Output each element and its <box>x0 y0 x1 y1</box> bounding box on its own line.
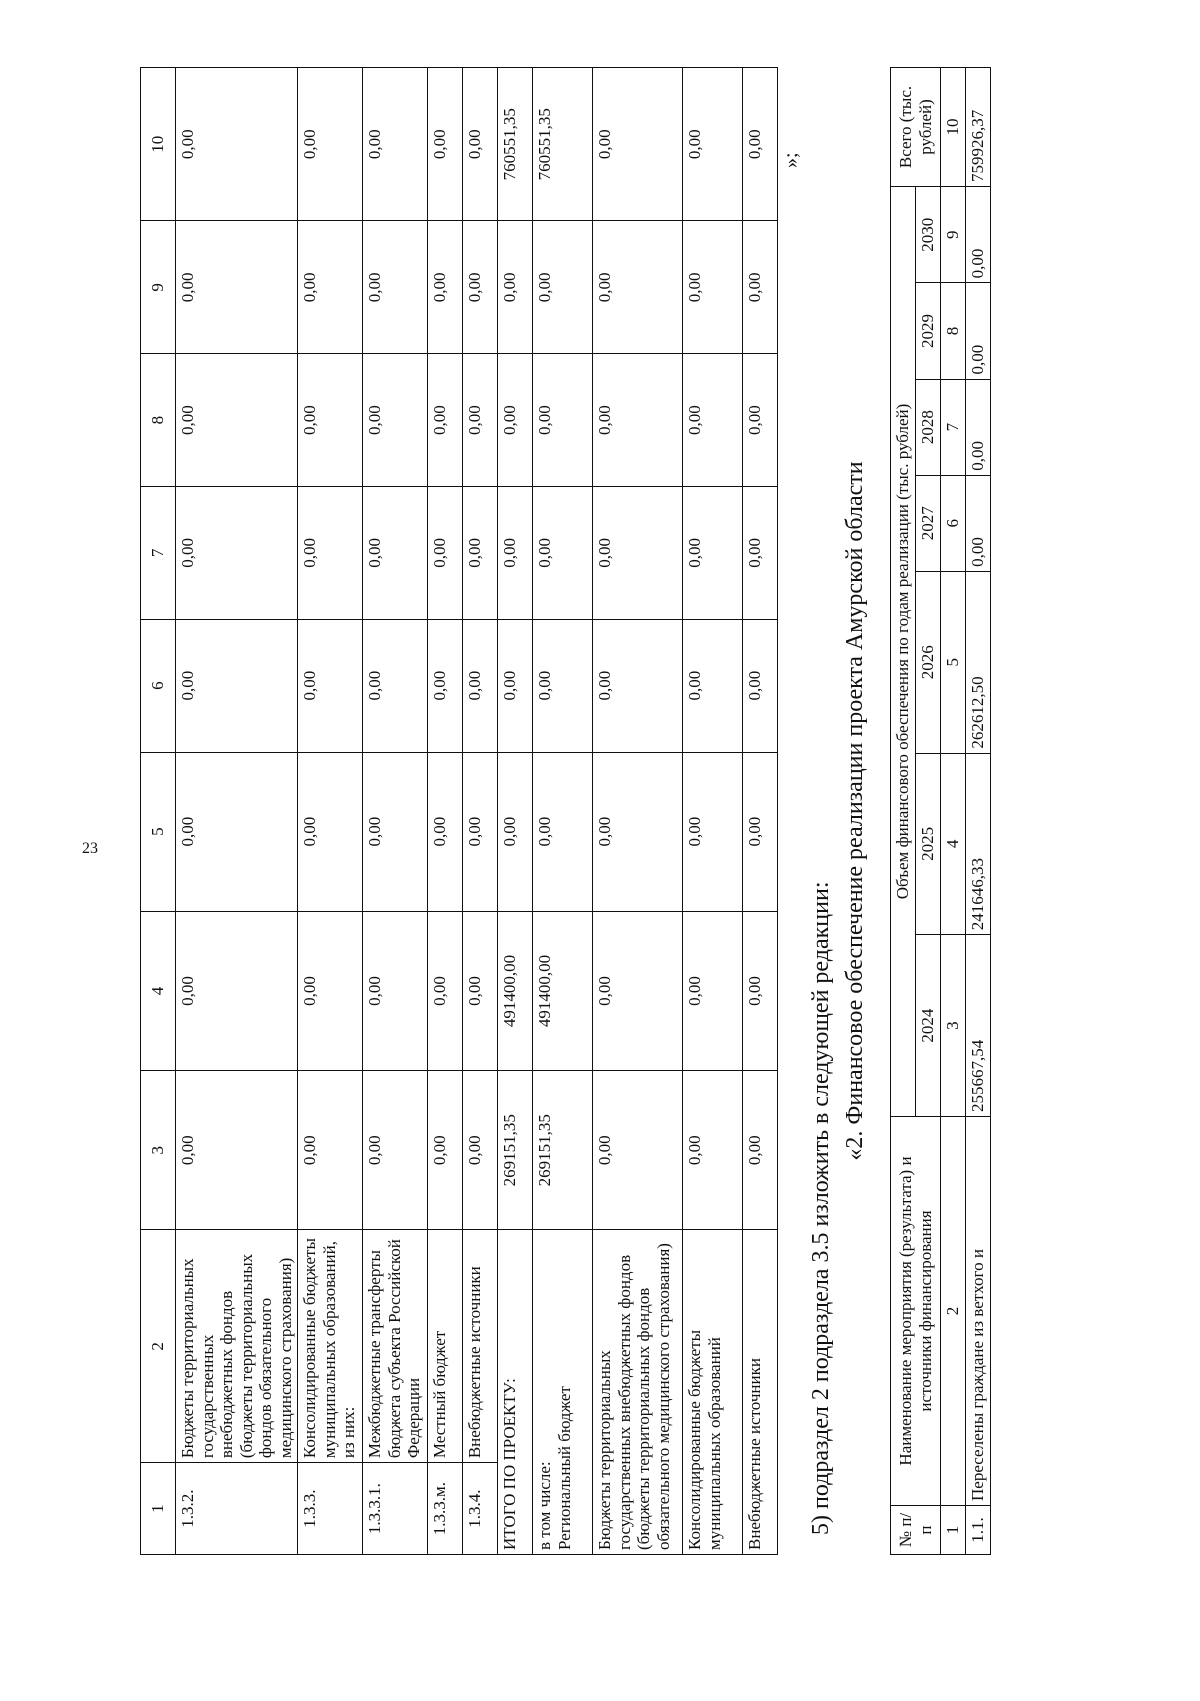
name-header: Наименование мероприятия (результата) и источники финансирования <box>891 1117 941 1506</box>
cell-value: 0,00 <box>683 486 743 619</box>
year-header: 2026 <box>916 571 941 753</box>
row-name: Местный бюджет <box>428 1230 463 1463</box>
column-number-header: 1 <box>141 1463 176 1555</box>
cell-value: 0,00 <box>298 911 363 1070</box>
cell-value: 0,00 <box>463 1071 498 1230</box>
column-number: 10 <box>941 68 966 187</box>
instruction-text: 5) подраздел 2 подраздела 3.5 изложить в следующей редакции: <box>808 881 834 1535</box>
row-name <box>683 1230 743 1555</box>
cell-value: 0,00 <box>683 221 743 354</box>
column-number: 9 <box>941 187 966 283</box>
cell-value: 0,00 <box>593 1071 683 1230</box>
cell-value: 0,00 <box>176 911 298 1070</box>
year-header: 2027 <box>916 475 941 571</box>
financing-table-2 <box>890 67 991 1555</box>
table-row <box>176 68 298 1555</box>
table-row <box>298 68 363 1555</box>
column-number-header: 4 <box>141 911 176 1070</box>
cell-value: 0,00 <box>298 68 363 221</box>
cell-value: 0,00 <box>363 1071 428 1230</box>
cell-value: 0,00 <box>683 911 743 1070</box>
header-row <box>891 68 916 1555</box>
cell-value: 0,00 <box>363 911 428 1070</box>
column-number-header: 5 <box>141 752 176 911</box>
column-number: 4 <box>941 753 966 935</box>
cell-value: 0,00 <box>593 619 683 752</box>
cell-value: 0,00 <box>363 221 428 354</box>
financing-table-continued <box>140 67 778 1555</box>
year-header: 2025 <box>916 753 941 935</box>
column-number-header: 8 <box>141 354 176 487</box>
column-number-header: 6 <box>141 619 176 752</box>
column-number-header: 2 <box>141 1230 176 1463</box>
total-header: Всего (тыс. рублей) <box>891 68 941 187</box>
cell-value: 0,00 <box>498 354 533 487</box>
cell-value: 0,00 <box>498 486 533 619</box>
row-name-line: Региональный бюджет <box>554 1386 574 1550</box>
cell-value: 0,00 <box>428 752 463 911</box>
row-name-line: Внебюджетные источники <box>745 1358 765 1550</box>
table-header-row <box>141 68 176 1555</box>
number-header: № п/п <box>891 1506 941 1555</box>
column-number: 6 <box>941 475 966 571</box>
table-row <box>363 68 428 1555</box>
table-row <box>683 68 743 1555</box>
cell-value: 0,00 <box>363 752 428 911</box>
table-row <box>428 68 463 1555</box>
cell-value: 0,00 <box>298 486 363 619</box>
cell-value: 0,00 <box>593 354 683 487</box>
cell-value: 760551,35 <box>498 68 533 221</box>
cell-value: 0,00 <box>428 354 463 487</box>
cell-value: 0,00 <box>298 752 363 911</box>
cell-value: 0,00 <box>463 752 498 911</box>
cell-value: 0,00 <box>176 354 298 487</box>
cell-value: 0,00 <box>176 221 298 354</box>
row-code: 1.1. <box>966 1506 991 1555</box>
cell-value: 0,00 <box>176 752 298 911</box>
cell-value: 262612,50 <box>966 571 991 753</box>
row-name: Переселены граждане из ветхого и <box>966 1117 991 1506</box>
cell-value: 0,00 <box>463 619 498 752</box>
cell-value: 0,00 <box>176 68 298 221</box>
cell-value: 0,00 <box>966 187 991 283</box>
cell-value: 0,00 <box>593 752 683 911</box>
year-header: 2030 <box>916 187 941 283</box>
cell-value: 0,00 <box>463 68 498 221</box>
table-row <box>593 68 683 1555</box>
row-name-line: Консолидированные бюджеты муниципальных образований <box>685 1329 724 1550</box>
row-code: 1.3.3.1. <box>363 1463 428 1555</box>
cell-value: 0,00 <box>428 68 463 221</box>
cell-value: 0,00 <box>176 1071 298 1230</box>
cell-value: 0,00 <box>593 911 683 1070</box>
cell-value: 0,00 <box>743 354 778 487</box>
row-code: 1.3.4. <box>463 1463 498 1555</box>
column-number: 2 <box>941 1117 966 1506</box>
cell-value: 0,00 <box>363 486 428 619</box>
column-number: 3 <box>941 935 966 1117</box>
column-number: 1 <box>941 1506 966 1555</box>
section-title: «2. Финансовое обеспечение реализации проекта Амурской области <box>841 461 868 1161</box>
cell-value: 269151,35 <box>533 1071 593 1230</box>
cell-value: 0,00 <box>593 486 683 619</box>
cell-value: 0,00 <box>463 354 498 487</box>
cell-value: 0,00 <box>298 1071 363 1230</box>
cell-value: 0,00 <box>533 752 593 911</box>
cell-value: 0,00 <box>683 752 743 911</box>
cell-value: 0,00 <box>743 911 778 1070</box>
row-name-line: в том числе: <box>535 1461 555 1550</box>
financing-table-1 <box>140 67 778 1555</box>
row-code: 1.3.3. <box>298 1463 363 1555</box>
cell-value: 0,00 <box>428 619 463 752</box>
cell-value: 241646,33 <box>966 753 991 935</box>
row-name <box>533 1230 593 1555</box>
cell-value: 0,00 <box>966 379 991 475</box>
row-name: Консолидированные бюджеты муниципальных образований, из них: <box>298 1230 363 1463</box>
cell-value: 0,00 <box>593 68 683 221</box>
cell-value: 0,00 <box>176 619 298 752</box>
cell-value: 0,00 <box>966 475 991 571</box>
cell-value: 0,00 <box>533 221 593 354</box>
year-header: 2029 <box>916 283 941 379</box>
cell-value: 0,00 <box>463 221 498 354</box>
column-number-header: 9 <box>141 221 176 354</box>
table-row <box>743 68 778 1555</box>
table-row <box>966 68 991 1555</box>
financing-table-2-wrap <box>890 67 991 1555</box>
cell-value: 0,00 <box>463 911 498 1070</box>
cell-value: 0,00 <box>176 486 298 619</box>
column-numbers-row <box>941 68 966 1555</box>
cell-value: 0,00 <box>743 486 778 619</box>
row-name <box>743 1230 778 1555</box>
volume-header: Объем финансового обеспечения по годам реализации (тыс. рублей) <box>891 187 916 1117</box>
cell-value: 0,00 <box>463 486 498 619</box>
row-name <box>498 1230 533 1555</box>
year-header: 2024 <box>916 935 941 1117</box>
cell-value: 0,00 <box>533 619 593 752</box>
cell-value: 0,00 <box>428 911 463 1070</box>
cell-value: 0,00 <box>683 68 743 221</box>
table-row <box>533 68 593 1555</box>
column-number: 7 <box>941 379 966 475</box>
column-number-header: 10 <box>141 68 176 221</box>
cell-value: 0,00 <box>683 619 743 752</box>
cell-value: 0,00 <box>363 619 428 752</box>
row-name: Межбюджетные трансферты бюджета субъекта Российской Федерации <box>363 1230 428 1463</box>
cell-value: 0,00 <box>533 354 593 487</box>
cell-value: 0,00 <box>743 752 778 911</box>
cell-value: 0,00 <box>428 486 463 619</box>
column-number-header: 7 <box>141 486 176 619</box>
cell-value: 491400,00 <box>498 911 533 1070</box>
row-code: 1.3.2. <box>176 1463 298 1555</box>
cell-value: 0,00 <box>743 221 778 354</box>
cell-value: 255667,54 <box>966 935 991 1117</box>
cell-value: 0,00 <box>683 1071 743 1230</box>
section-heading-block <box>805 67 872 1555</box>
cell-value: 0,00 <box>298 619 363 752</box>
cell-value: 491400,00 <box>533 911 593 1070</box>
closing-quote-mark: »; <box>780 152 802 168</box>
row-code: 1.3.3.м. <box>428 1463 463 1555</box>
cell-value: 0,00 <box>498 221 533 354</box>
cell-value: 0,00 <box>428 1071 463 1230</box>
cell-value: 759926,37 <box>966 68 991 187</box>
cell-value: 0,00 <box>428 221 463 354</box>
cell-value: 0,00 <box>363 354 428 487</box>
page-number: 23 <box>82 840 98 857</box>
cell-value: 0,00 <box>363 68 428 221</box>
column-number: 8 <box>941 283 966 379</box>
cell-value: 0,00 <box>498 752 533 911</box>
cell-value: 0,00 <box>743 68 778 221</box>
cell-value: 0,00 <box>743 1071 778 1230</box>
cell-value: 0,00 <box>966 283 991 379</box>
cell-value: 269151,35 <box>498 1071 533 1230</box>
row-name <box>593 1230 683 1555</box>
row-name: Внебюджетные источники <box>463 1230 498 1463</box>
cell-value: 0,00 <box>683 354 743 487</box>
column-number: 5 <box>941 571 966 753</box>
cell-value: 0,00 <box>743 619 778 752</box>
row-name: Бюджеты территориальных государственных внебюджетных фондов (бюджеты территориальных фондов обязательного медицинского страхования) <box>176 1230 298 1463</box>
year-header: 2028 <box>916 379 941 475</box>
column-number-header: 3 <box>141 1071 176 1230</box>
cell-value: 0,00 <box>533 486 593 619</box>
row-name-line: Бюджеты территориальных государственных внебюджетных фондов (бюджеты территориальных фондов обязательного медицинского страхования) <box>595 1243 673 1550</box>
cell-value: 0,00 <box>593 221 683 354</box>
cell-value: 760551,35 <box>533 68 593 221</box>
cell-value: 0,00 <box>498 619 533 752</box>
table-row <box>498 68 533 1555</box>
cell-value: 0,00 <box>298 354 363 487</box>
row-name-line: ИТОГО ПО ПРОЕКТУ: <box>500 1378 520 1550</box>
cell-value: 0,00 <box>298 221 363 354</box>
table-row <box>463 68 498 1555</box>
